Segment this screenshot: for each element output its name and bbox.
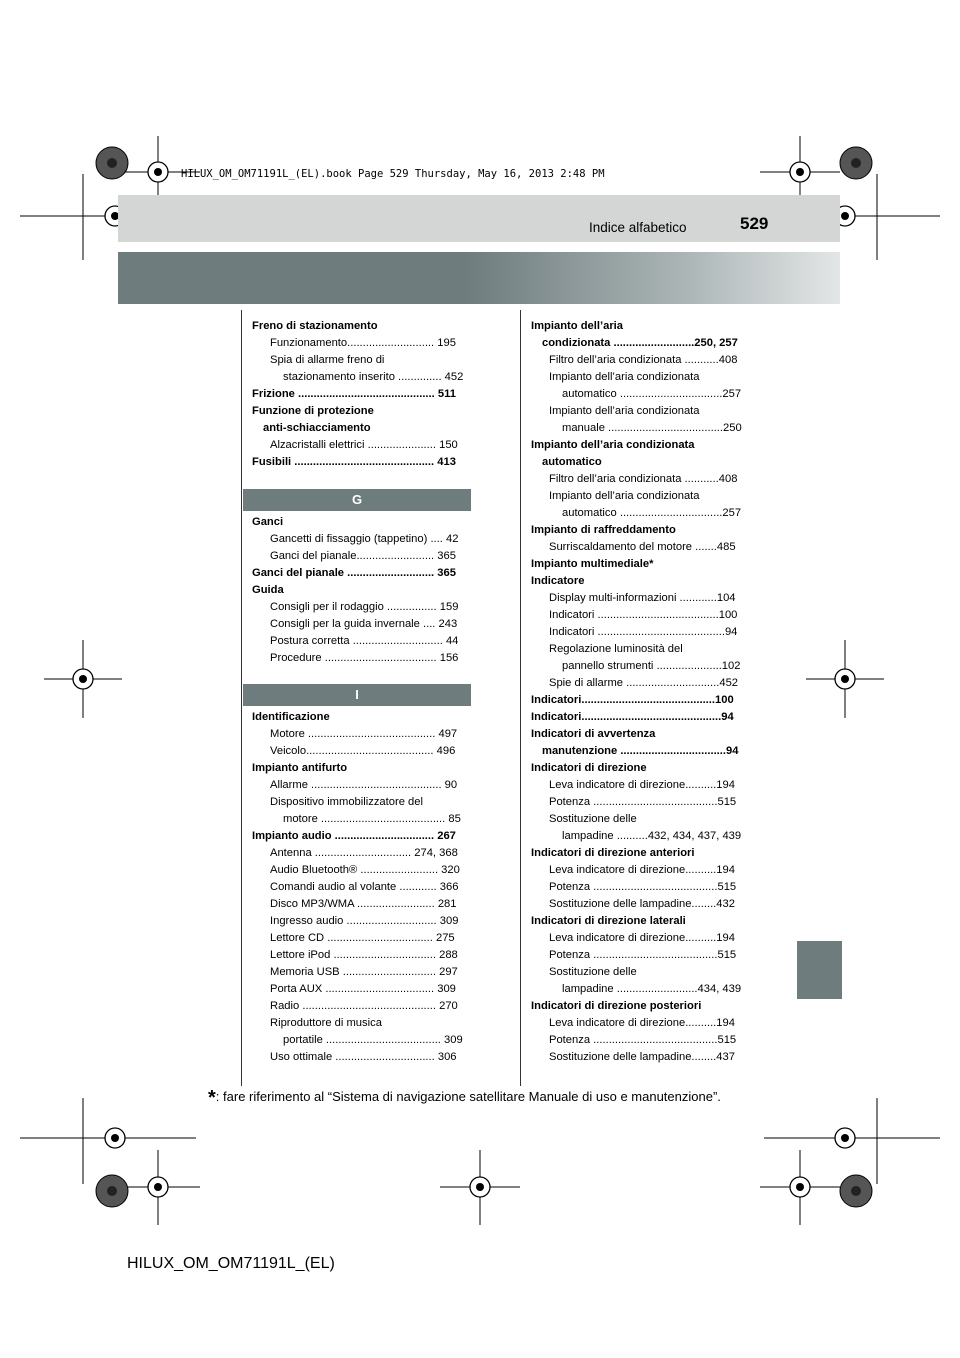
index-entry: Veicolo......................................... 496	[270, 745, 456, 757]
index-entry: Potenza ........................................515	[549, 949, 737, 961]
index-entry: Impianto multimediale*	[531, 558, 654, 570]
index-entry: Antenna ............................... 274, 368	[270, 847, 458, 859]
index-entry: Dispositivo immobilizzatore del	[270, 796, 423, 808]
index-entry: Impianto antifurto	[252, 762, 348, 774]
index-entry: Ganci	[252, 516, 284, 528]
index-entry: pannello strumenti .....................102	[562, 660, 741, 672]
index-column-g	[252, 514, 458, 667]
index-entry: manuale .....................................250	[562, 422, 742, 434]
index-entry: Porta AUX ................................... 309	[270, 983, 456, 995]
index-column-right	[531, 318, 742, 1066]
footnote	[208, 1087, 721, 1110]
index-entry: Spie di allarme ..............................452	[549, 677, 739, 689]
index-entry: Impianto di raffreddamento	[531, 524, 676, 536]
index-entry: Sostituzione delle lampadine........437	[549, 1051, 735, 1063]
index-entry: Impianto dell’aria condizionata	[549, 490, 700, 502]
index-entry: condizionata ..........................250, 257	[542, 337, 738, 349]
index-entry: Funzione di protezione	[252, 405, 374, 417]
index-entry: Leva indicatore di direzione..........194	[549, 864, 735, 876]
index-entry: Potenza ........................................515	[549, 1034, 737, 1046]
index-entry: Indicatori di direzione posteriori	[531, 1000, 702, 1012]
index-entry: automatico .................................257	[562, 507, 742, 519]
index-entry: Filtro dell’aria condizionata ...........408	[549, 354, 738, 366]
index-entry: Lettore CD .................................. 275	[270, 932, 455, 944]
header-band-dark	[118, 252, 840, 304]
index-entry: Display multi-informazioni ............104	[549, 592, 736, 604]
index-column-f	[252, 318, 463, 471]
index-entry: Motore ......................................... 497	[270, 728, 458, 740]
index-entry: Disco MP3/WMA ......................... 281	[270, 898, 457, 910]
column-rule-center	[520, 310, 521, 1086]
index-entry: Indicatori.............................................94	[531, 711, 734, 723]
index-entry: Gancetti di fissaggio (tappetino) .... 42	[270, 533, 459, 545]
footnote-star: *	[208, 1087, 216, 1109]
index-entry: Indicatori...........................................100	[531, 694, 734, 706]
index-entry: Funzionamento............................ 195	[270, 337, 456, 349]
footnote-text: : fare riferimento al “Sistema di navigazione satellitare Manuale di uso e manutenzione”.	[215, 1089, 721, 1104]
section-title: Indice alfabetico	[589, 220, 687, 235]
index-entry: Leva indicatore di direzione..........194	[549, 932, 735, 944]
index-entry: Surriscaldamento del motore .......485	[549, 541, 736, 553]
index-entry: Potenza ........................................515	[549, 881, 737, 893]
index-entry: Indicatori di avvertenza	[531, 728, 656, 740]
index-entry: Frizione ............................................ 511	[252, 388, 456, 400]
index-entry: Filtro dell’aria condizionata ...........408	[549, 473, 738, 485]
book-id: HILUX_OM_OM71191L_(EL)	[127, 1255, 335, 1272]
index-entry: Guida	[252, 584, 284, 596]
index-entry: Comandi audio al volante ............ 366	[270, 881, 459, 893]
index-entry: Audio Bluetooth® ......................... 320	[270, 864, 460, 876]
index-entry: Freno di stazionamento	[252, 320, 378, 332]
index-entry: anti-schiacciamento	[263, 422, 371, 434]
index-entry: Ganci del pianale......................... 365	[270, 550, 456, 562]
letter-heading-i: I	[243, 684, 471, 706]
index-entry: Consigli per la guida invernale .... 243	[270, 618, 458, 630]
index-entry: automatico	[542, 456, 602, 468]
index-entry: Radio ........................................... 270	[270, 1000, 458, 1012]
index-entry: Consigli per il rodaggio ................ 159	[270, 601, 459, 613]
index-entry: Indicatori di direzione	[531, 762, 647, 774]
index-entry: Fusibili ............................................. 413	[252, 456, 456, 468]
index-entry: lampadine ..........432, 434, 437, 439	[562, 830, 742, 842]
index-entry: Indicatori .........................................94	[549, 626, 738, 638]
page-number: 529	[740, 214, 769, 233]
index-entry: automatico .................................257	[562, 388, 742, 400]
index-entry: lampadine ..........................434, 439	[562, 983, 742, 995]
index-entry: Potenza ........................................515	[549, 796, 737, 808]
index-entry: Impianto dell’aria condizionata	[549, 405, 700, 417]
index-entry: Sostituzione delle	[549, 813, 637, 825]
index-entry: portatile ..................................... 309	[283, 1034, 463, 1046]
index-entry: Sostituzione delle	[549, 966, 637, 978]
index-entry: Sostituzione delle lampadine........432	[549, 898, 735, 910]
index-entry: Indicatore	[531, 575, 585, 587]
header-band-light	[118, 195, 840, 242]
index-entry: Leva indicatore di direzione..........194	[549, 779, 735, 791]
index-entry: Riproduttore di musica	[270, 1017, 382, 1029]
index-entry: Ingresso audio ............................. 309	[270, 915, 459, 927]
index-entry: Impianto dell’aria condizionata	[531, 439, 695, 451]
letter-heading-g: G	[243, 489, 471, 511]
index-column-i	[252, 709, 463, 1066]
index-entry: Impianto dell’aria condizionata	[549, 371, 700, 383]
index-entry: Ganci del pianale ............................ 365	[252, 567, 456, 579]
index-entry: Leva indicatore di direzione..........194	[549, 1017, 735, 1029]
index-entry: Postura corretta ............................. 44	[270, 635, 459, 647]
index-entry: Identificazione	[252, 711, 330, 723]
index-entry: Procedure .................................... 156	[270, 652, 459, 664]
column-rule-left	[241, 310, 242, 1086]
index-entry: Indicatori .......................................100	[549, 609, 738, 621]
index-entry: Uso ottimale ................................ 306	[270, 1051, 457, 1063]
index-entry: Indicatori di direzione anteriori	[531, 847, 695, 859]
index-entry: Regolazione luminosità del	[549, 643, 683, 655]
index-entry: Memoria USB .............................. 297	[270, 966, 458, 978]
index-entry: manutenzione ..................................94	[542, 745, 739, 757]
chapter-tab	[797, 941, 842, 999]
index-entry: Spia di allarme freno di	[270, 354, 385, 366]
index-entry: Impianto audio ................................ 267	[252, 830, 456, 842]
pdf-book-header: HILUX_OM_OM71191L_(EL).book Page 529 Thursday, May 16, 2013 2:48 PM	[181, 168, 605, 180]
index-entry: Allarme .......................................... 90	[270, 779, 458, 791]
index-entry: stazionamento inserito .............. 452	[283, 371, 464, 383]
index-entry: Indicatori di direzione laterali	[531, 915, 686, 927]
index-entry: Alzacristalli elettrici ...................... 150	[270, 439, 458, 451]
index-entry: Impianto dell’aria	[531, 320, 624, 332]
index-entry: Lettore iPod ................................. 288	[270, 949, 458, 961]
index-entry: motore ........................................ 85	[283, 813, 461, 825]
